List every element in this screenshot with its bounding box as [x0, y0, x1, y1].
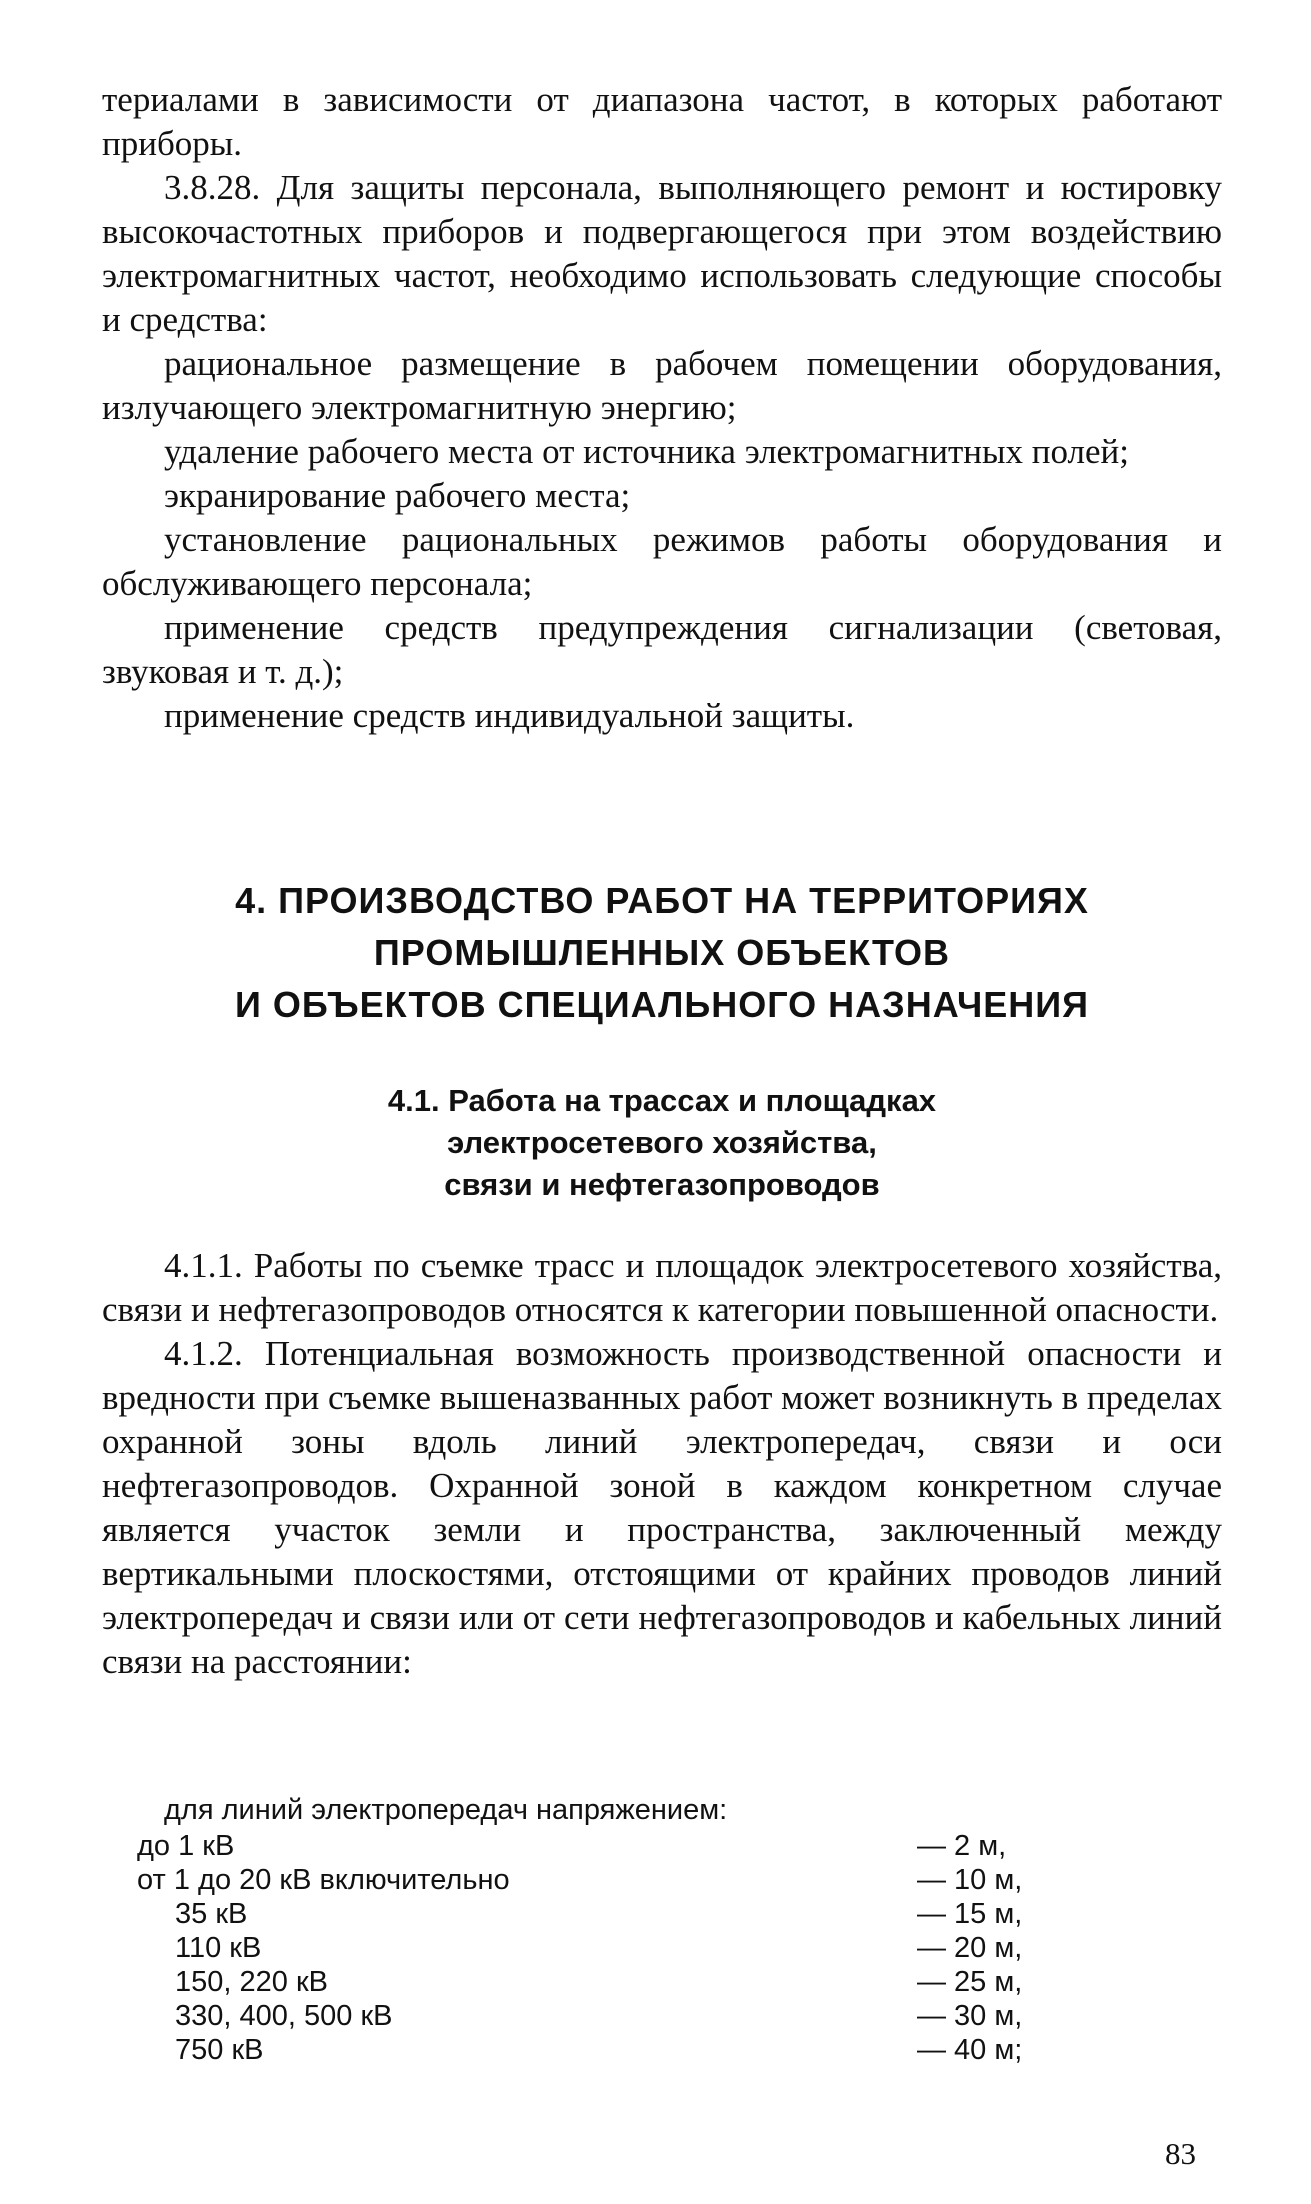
section-title	[102, 1080, 1222, 1206]
section-title-line: электросетевого хозяйства,	[447, 1125, 877, 1160]
distance-row	[137, 2033, 1057, 2067]
paragraph-3-8-28: 3.8.28. Для защиты персонала, выполняющего ремонт и юстировку высокочастотных приборов и подвергающегося при этом воздействию электромагнитных частот, необходимо использовать следующие способы и средства:	[102, 168, 1222, 339]
voltage-label: 150, 220 кВ	[175, 1966, 328, 1998]
distance-value: — 30 м,	[917, 2000, 1023, 2032]
distance-row	[137, 1965, 1057, 1999]
chapter-title-line: 4. ПРОИЗВОДСТВО РАБОТ НА ТЕРРИТОРИЯХ	[235, 880, 1089, 921]
section-title-line: 4.1. Работа на трассах и площадках	[387, 1083, 937, 1118]
top-text-block	[102, 78, 1222, 738]
page-number: 83	[1165, 2136, 1196, 2171]
distance-table	[137, 1793, 1057, 2067]
distance-value: — 10 м,	[917, 1864, 1023, 1896]
voltage-label: 330, 400, 500 кВ	[175, 2000, 393, 2032]
list-item-shielding: экранирование рабочего места;	[164, 476, 631, 515]
paragraph-4-1-1: 4.1.1. Работы по съемке трасс и площадок электросетевого хозяйства, связи и нефтегазопроводов относятся к категории повышенной опасности.	[102, 1246, 1222, 1329]
distance-value: — 20 м,	[917, 1932, 1023, 1964]
voltage-label: от 1 до 20 кВ включительно	[137, 1864, 510, 1896]
chapter-title	[102, 875, 1222, 1031]
paragraph-continuation: териалами в зависимости от диапазона частот, в которых работают приборы.	[102, 80, 1222, 163]
list-item-placement: рациональное размещение в рабочем помещении оборудования, излучающего электромагнитную энергию;	[102, 344, 1222, 427]
distance-value: — 15 м,	[917, 1898, 1023, 1930]
voltage-label: 35 кВ	[175, 1898, 248, 1930]
voltage-label: до 1 кВ	[137, 1830, 235, 1862]
chapter-title-line: И ОБЪЕКТОВ СПЕЦИАЛЬНОГО НАЗНАЧЕНИЯ	[234, 984, 1090, 1025]
chapter-title-line: ПРОМЫШЛЕННЫХ ОБЪЕКТОВ	[373, 932, 951, 973]
list-item-modes: установление рациональных режимов работы оборудования и обслуживающего персонала;	[102, 520, 1222, 603]
voltage-label: 750 кВ	[175, 2034, 264, 2066]
distance-row	[137, 1829, 1057, 1863]
paragraph-4-1-2: 4.1.2. Потенциальная возможность производственной опасности и вредности при съемке вышеназванных работ может возникнуть в пределах охранной зоны вдоль линий электропередач, связи и оси нефтегазопроводов. Охранной зоной в каждом конкретном случае является участок земли и пространства, заключенный между вертикальными плоскостями, отстоящими от крайних проводов линий электропередач и связи или от сети нефтегазопроводов и кабельных линий связи на расстоянии:	[102, 1334, 1222, 1681]
distance-table-header: для линий электропередач напряжением:	[164, 1794, 728, 1826]
list-item-distance: удаление рабочего места от источника электромагнитных полей;	[164, 432, 1129, 471]
distance-value: — 2 м,	[917, 1830, 1007, 1862]
list-item-ppe: применение средств индивидуальной защиты.	[164, 696, 855, 735]
distance-row	[137, 1897, 1057, 1931]
distance-row	[137, 1999, 1057, 2033]
list-item-warning: применение средств предупреждения сигнализации (световая, звуковая и т. д.);	[102, 608, 1222, 691]
section-title-line: связи и нефтегазопроводов	[444, 1167, 880, 1202]
distance-row	[137, 1863, 1057, 1897]
voltage-label: 110 кВ	[175, 1932, 262, 1964]
section-text-block	[102, 1244, 1222, 1684]
distance-row	[137, 1931, 1057, 1965]
distance-value: — 25 м,	[917, 1966, 1023, 1998]
distance-value: — 40 м;	[917, 2034, 1023, 2066]
